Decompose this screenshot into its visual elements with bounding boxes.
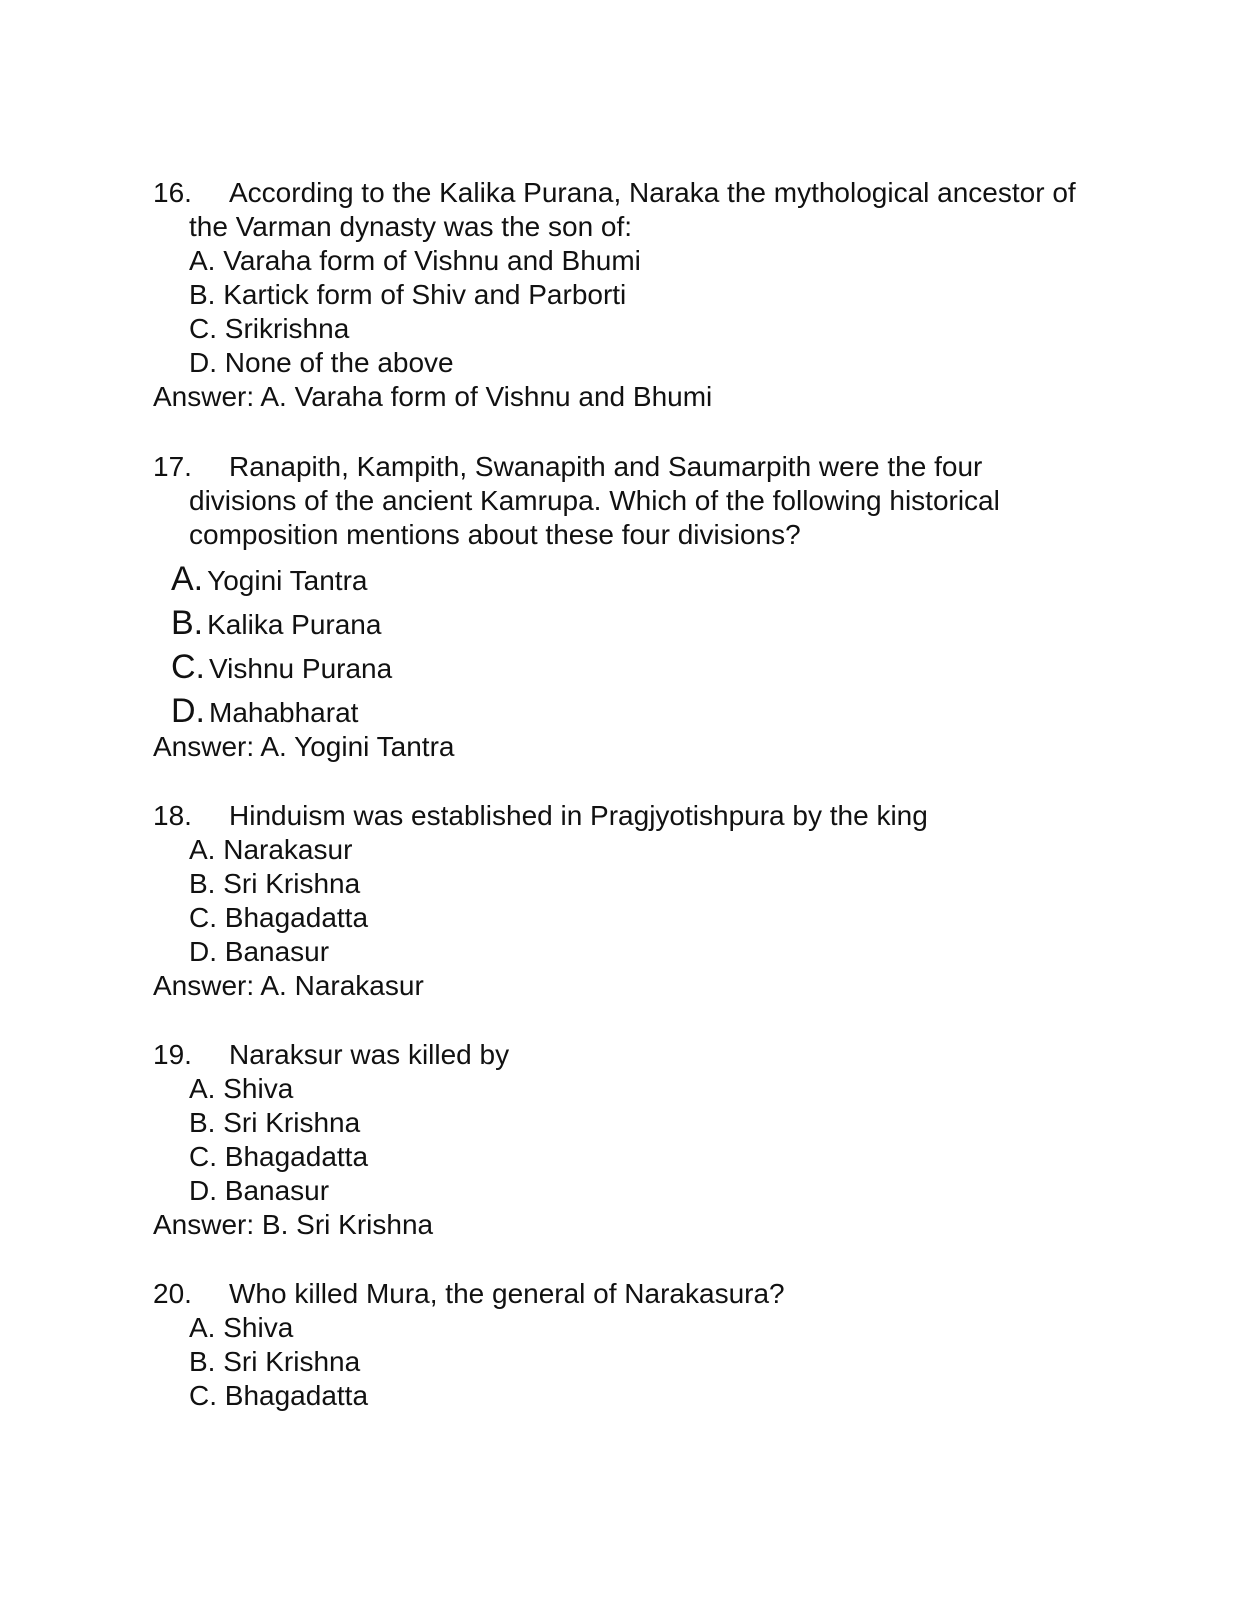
options-list xyxy=(153,1072,1113,1208)
question-text: Who killed Mura, the general of Narakasura? xyxy=(229,1278,785,1309)
question-text: Hinduism was established in Pragjyotishpura by the king xyxy=(229,800,928,831)
option-c: C. Bhagadatta xyxy=(189,1380,369,1411)
option-b xyxy=(171,596,1113,642)
question-20 xyxy=(153,1277,1113,1413)
question-line xyxy=(153,1277,1113,1311)
option-c: C. Bhagadatta xyxy=(189,1141,369,1172)
answer: Answer: A. Varaha form of Vishnu and Bhumi xyxy=(153,381,713,412)
question-line xyxy=(153,1038,1113,1072)
answer: Answer: B. Sri Krishna xyxy=(153,1209,434,1240)
question-number: 18. xyxy=(153,800,192,831)
question-text-block: According to the Kalika Purana, Naraka the mythological ancestor of the Varman dynasty was the son of: xyxy=(189,177,1076,242)
question-text: Naraksur was killed by xyxy=(229,1039,510,1070)
option-text: Kalika Purana xyxy=(207,609,382,640)
option-b: B. Sri Krishna xyxy=(189,1107,361,1138)
option-a: A. Narakasur xyxy=(189,834,353,865)
option-text: Vishnu Purana xyxy=(209,653,393,684)
option-a: A. Shiva xyxy=(189,1073,294,1104)
question-text-block: Ranapith, Kampith, Swanapith and Saumarpith were the four divisions of the ancient Kamrupa. Which of the following historical composition mentions about these four divisions? xyxy=(189,451,1000,550)
option-letter: C. xyxy=(171,648,205,686)
option-a xyxy=(171,552,1113,598)
option-a: A. Varaha form of Vishnu and Bhumi xyxy=(189,245,641,276)
options-list xyxy=(153,244,1113,380)
question-17 xyxy=(153,450,1113,764)
options-list xyxy=(153,833,1113,969)
question-19 xyxy=(153,1038,1113,1242)
option-c: C. Srikrishna xyxy=(189,313,350,344)
option-d: D. Banasur xyxy=(189,1175,330,1206)
option-d: D. Banasur xyxy=(189,936,330,967)
question-number: 19. xyxy=(153,1039,192,1070)
option-b: B. Sri Krishna xyxy=(189,1346,361,1377)
answer: Answer: A. Narakasur xyxy=(153,970,424,1001)
question-line xyxy=(153,799,1113,833)
option-text: Yogini Tantra xyxy=(207,565,368,596)
option-c xyxy=(171,640,1113,686)
question-number: 16. xyxy=(153,177,192,208)
option-letter: B. xyxy=(171,604,204,642)
options-list xyxy=(153,552,1113,728)
options-list xyxy=(153,1311,1113,1413)
option-letter: A. xyxy=(171,560,204,598)
question-number: 17. xyxy=(153,451,192,482)
option-d: D. None of the above xyxy=(189,347,454,378)
option-letter: D. xyxy=(171,692,205,730)
question-number: 20. xyxy=(153,1278,192,1309)
option-c: C. Bhagadatta xyxy=(189,902,369,933)
question-16 xyxy=(153,176,1113,414)
option-b: B. Kartick form of Shiv and Parborti xyxy=(189,279,627,310)
option-text: Mahabharat xyxy=(209,697,359,728)
question-18 xyxy=(153,799,1113,1003)
option-b: B. Sri Krishna xyxy=(189,868,361,899)
option-d xyxy=(171,684,1113,730)
answer: Answer: A. Yogini Tantra xyxy=(153,731,455,762)
option-a: A. Shiva xyxy=(189,1312,294,1343)
